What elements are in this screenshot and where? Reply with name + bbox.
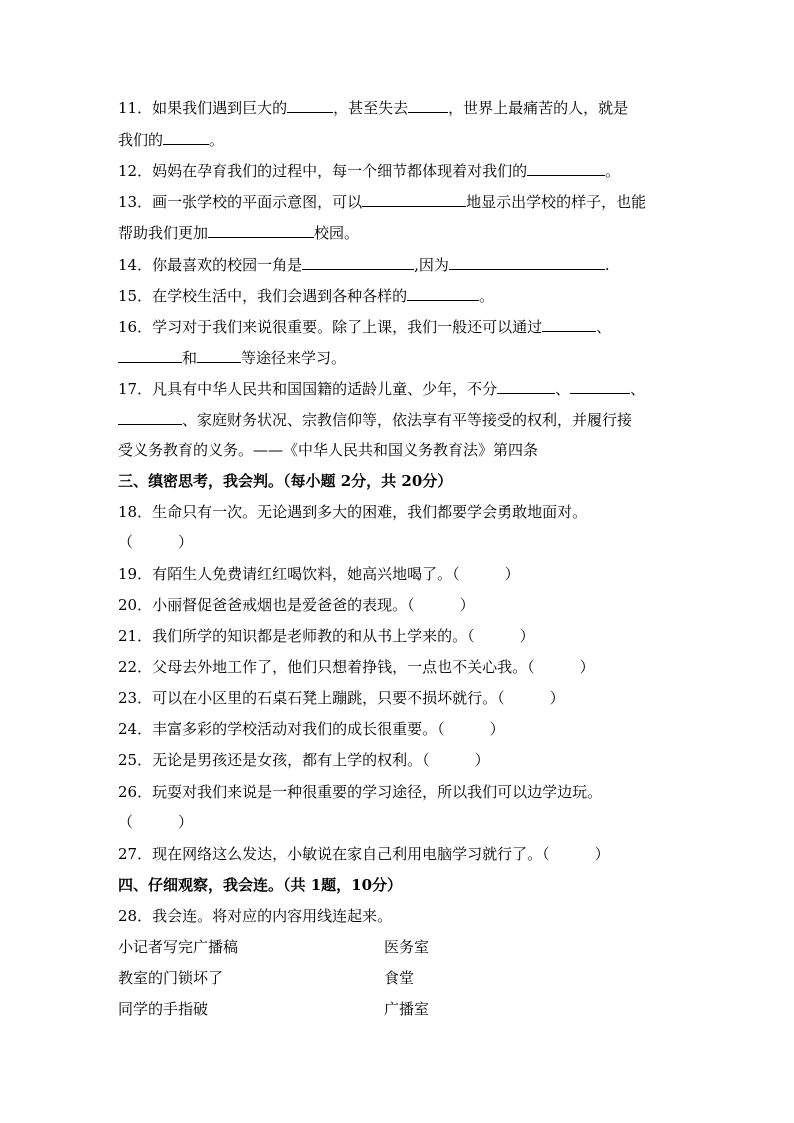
question-13-text: 地显示出学校的样子，也能 (466, 193, 647, 211)
question-16-text: 16．学习对于我们来说很重要。除了上课，我们一般还可以通过 (118, 318, 543, 336)
answer-blank[interactable] (362, 191, 466, 207)
question-25: 25．无论是男孩还是女孩，都有上学的权利。（ ） (118, 751, 490, 769)
answer-blank[interactable] (527, 160, 605, 176)
question-11-line-1 (118, 97, 628, 118)
question-16-text: 等途径来学习。 (241, 349, 347, 367)
question-16-line-2 (118, 347, 346, 368)
question-17-line-1 (118, 378, 645, 399)
answer-blank[interactable] (497, 378, 555, 394)
question-17-line-3 (118, 440, 538, 460)
question-11-text: ，世界上最痛苦的人，就是 (448, 99, 629, 117)
question-17-text: 、 (555, 380, 571, 398)
question-13-line-1 (118, 191, 646, 212)
answer-blank[interactable] (208, 222, 314, 238)
question-16-text: 和 (182, 349, 198, 367)
question-17-text: 17．凡具有中华人民共和国国籍的适龄儿童、少年，不分 (118, 380, 498, 398)
question-11-text: ，甚至失去 (333, 99, 409, 117)
question-27: 27．现在网络这么发达，小敏说在家自己利用电脑学习就行了。（ ） (118, 845, 610, 863)
match-right-item[interactable]: 食堂 (384, 969, 415, 987)
question-11-text: 我们的 (118, 131, 164, 149)
answer-blank[interactable] (118, 347, 182, 363)
match-right-item[interactable]: 医务室 (384, 938, 430, 956)
question-11-text: 。 (209, 131, 225, 149)
question-14 (118, 254, 610, 275)
answer-paren[interactable]: （ ） (118, 533, 194, 551)
match-right-item[interactable]: 广播室 (384, 1000, 430, 1018)
section-4-heading: 四、仔细观察，我会连。（共 1题，10分） (118, 876, 403, 894)
match-left-item[interactable]: 同学的手指破 (118, 1000, 209, 1018)
question-14-text: . (604, 256, 610, 274)
question-17-text: 、家庭财务状况、宗教信仰等，依法享有平等接受的权利，并履行接 (182, 411, 633, 429)
answer-blank[interactable] (118, 409, 182, 425)
question-23: 23．可以在小区里的石桌石凳上蹦跳，只要不损坏就行。（ ） (118, 689, 565, 707)
question-13-text: 帮助我们更加 (118, 224, 209, 242)
answer-blank[interactable] (163, 129, 209, 145)
question-21: 21．我们所学的知识都是老师教的和从书上学来的。（ ） (118, 627, 535, 645)
question-16-line-1 (118, 316, 611, 337)
question-15 (118, 285, 494, 306)
question-13-text: 校园。 (314, 224, 360, 242)
question-17-text: 受义务教育的义务。——《中华人民共和国义务教育法》第四条 (118, 441, 539, 459)
answer-blank[interactable] (197, 347, 241, 363)
question-13-text: 13．画一张学校的平面示意图，可以 (118, 193, 363, 211)
question-12-text: 。 (605, 162, 621, 180)
question-17-text: 、 (630, 380, 646, 398)
question-11-text: 11．如果我们遇到巨大的 (118, 99, 288, 117)
question-24: 24．丰富多彩的学校活动对我们的成长很重要。（ ） (118, 720, 505, 738)
answer-paren[interactable]: （ ） (118, 813, 194, 831)
question-14-text: ,因为 (414, 256, 449, 274)
answer-blank[interactable] (408, 97, 448, 113)
question-16-text: 、 (596, 318, 612, 336)
match-left-item[interactable]: 教室的门锁坏了 (118, 969, 224, 987)
answer-blank[interactable] (407, 285, 479, 301)
question-12 (118, 160, 620, 181)
question-15-text: 。 (479, 287, 495, 305)
question-18: 18．生命只有一次。无论遇到多大的困难，我们都要学会勇敢地面对。 (118, 503, 588, 521)
question-12-text: 12．妈妈在孕育我们的过程中，每一个细节都体现着对我们的 (118, 162, 528, 180)
answer-blank[interactable] (302, 254, 414, 270)
answer-blank[interactable] (449, 254, 605, 270)
answer-blank[interactable] (287, 97, 333, 113)
question-19: 19．有陌生人免费请红红喝饮料，她高兴地喝了。（ ） (118, 565, 520, 583)
answer-blank[interactable] (542, 316, 596, 332)
question-22: 22．父母去外地工作了，他们只想着挣钱，一点也不关心我。（ ） (118, 658, 595, 676)
answer-blank[interactable] (570, 378, 630, 394)
question-15-text: 15．在学校生活中，我们会遇到各种各样的 (118, 287, 408, 305)
question-28: 28．我会连。将对应的内容用线连起来。 (118, 907, 393, 925)
question-13-line-2 (118, 222, 359, 243)
question-14-text: 14．你最喜欢的校园一角是 (118, 256, 303, 274)
question-17-line-2 (118, 409, 632, 430)
question-20: 20．小丽督促爸爸戒烟也是爱爸爸的表现。（ ） (118, 596, 475, 614)
question-26: 26．玩耍对我们来说是一种很重要的学习途径，所以我们可以边学边玩。 (118, 783, 603, 801)
section-3-heading: 三、缜密思考，我会判。（每小题 2分，共 20分） (118, 472, 453, 490)
question-11-line-2 (118, 129, 224, 150)
match-left-item[interactable]: 小记者写完广播稿 (118, 938, 239, 956)
